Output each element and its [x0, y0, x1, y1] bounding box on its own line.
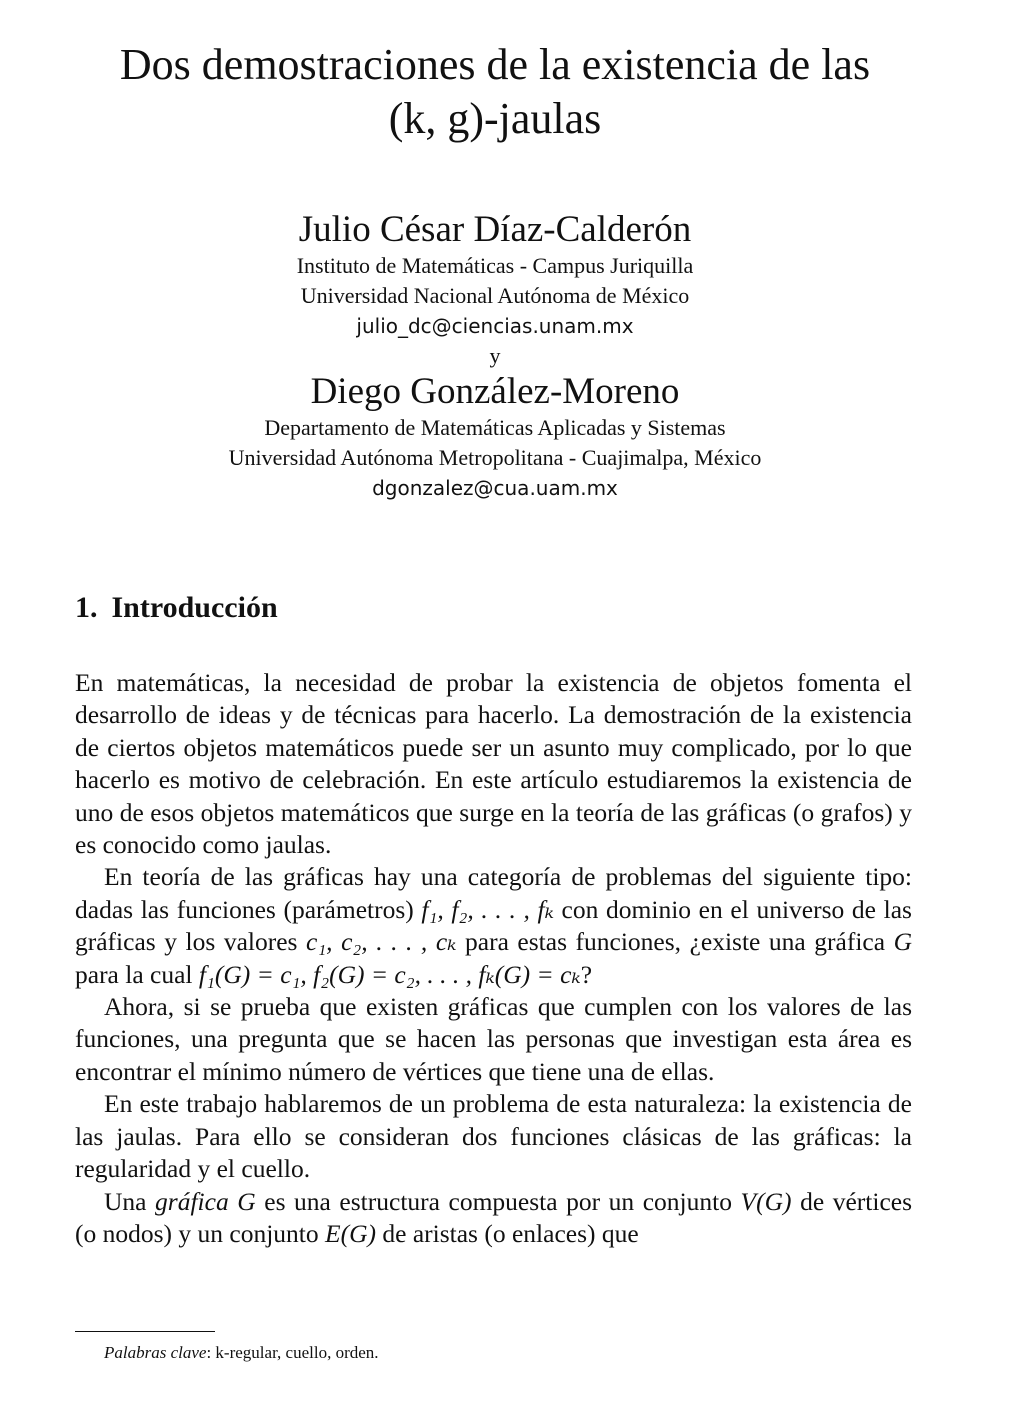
author-name: Julio César Díaz-Calderón	[298, 209, 692, 250]
text-run: para estas funciones, ¿existe una gráfica	[456, 927, 894, 957]
math-expression: V(G)	[740, 1186, 792, 1216]
author-affiliation: Universidad Autónoma Metropolitana - Cuajimalpa, México	[228, 445, 762, 470]
paragraph	[75, 861, 912, 991]
math-expression: E(G)	[325, 1218, 377, 1248]
section-heading	[75, 588, 278, 628]
math-expression: f₁(G) = c₁, f₂(G) = c₂, . . . , fₖ(G) = cₖ	[198, 959, 581, 989]
section-title-text: Introducción	[111, 591, 278, 624]
math-expression: f₁, f₂, . . . , fₖ	[421, 894, 554, 924]
footnote-rule	[75, 1331, 215, 1332]
math-expression: G	[893, 927, 912, 957]
paragraph: Ahora, si se prueba que existen gráficas que cumplen con los valores de las funciones, una pregunta que se hacen las personas que investigan esta área es encontrar el mínimo número de vértices que tiene una de ellas.	[75, 992, 912, 1086]
paragraph: En este trabajo hablaremos de un problema de esta naturaleza: la existencia de las jaulas. Para ello se consideran dos funciones clásicas de las gráficas: la regularidad y el cuello.	[75, 1089, 912, 1184]
text-run: es una estructura compuesta por un conjunto	[255, 1186, 741, 1216]
author-name: Diego González-Moreno	[310, 371, 680, 412]
math-expression: c₁, c₂, . . . , cₖ	[306, 927, 457, 957]
footnote	[104, 1342, 379, 1364]
keywords-text: : k-regular, cuello, orden.	[206, 1343, 379, 1362]
author-email: julio_dc@ciencias.unam.mx	[356, 314, 634, 338]
section-number: 1.	[75, 591, 98, 624]
author-conjunction: y	[489, 343, 501, 368]
paragraph	[75, 1186, 912, 1251]
author-block-1	[80, 209, 910, 503]
paper-title	[40, 38, 950, 146]
text-run: En teoría de las gráficas hay una categoría de problemas del siguiente tipo: dadas las funciones (parámetros)	[75, 862, 912, 924]
author-email: dgonzalez@cua.uam.mx	[372, 476, 618, 500]
title-line-1: Dos demostraciones de la existencia de las	[119, 40, 871, 89]
paragraph: En matemáticas, la necesidad de probar la existencia de objetos fomenta el desarrollo de ideas y de técnicas para hacerlo. La demostración de la existencia de ciertos objetos matemáticos puede ser un asunto muy complicado, por lo que hacerlo es motivo de celebración. En este artículo estudiaremos la existencia de uno de esos objetos matemáticos que surge en la teoría de las gráficas (o grafos) y es conocido como jaulas.	[75, 668, 912, 860]
author-affiliation: Departamento de Matemáticas Aplicadas y Sistemas	[264, 415, 726, 440]
emphasis-term: gráfica G	[155, 1186, 256, 1216]
body-text	[75, 667, 912, 1250]
text-run: para la cual	[75, 959, 199, 989]
text-run: con dominio en el universo de las gráficas y los valores	[75, 894, 912, 957]
author-affiliation: Universidad Nacional Autónoma de México	[300, 283, 690, 308]
keywords-label: Palabras clave	[104, 1343, 207, 1362]
title-line-2: (k, g)-jaulas	[388, 94, 602, 143]
text-run: Una	[104, 1186, 156, 1216]
text-run: ?	[580, 959, 593, 989]
author-affiliation: Instituto de Matemáticas - Campus Juriquilla	[296, 253, 694, 278]
text-run: de aristas (o enlaces) que	[376, 1218, 639, 1248]
text-run: de vértices (o nodos) y un conjunto	[75, 1186, 913, 1248]
